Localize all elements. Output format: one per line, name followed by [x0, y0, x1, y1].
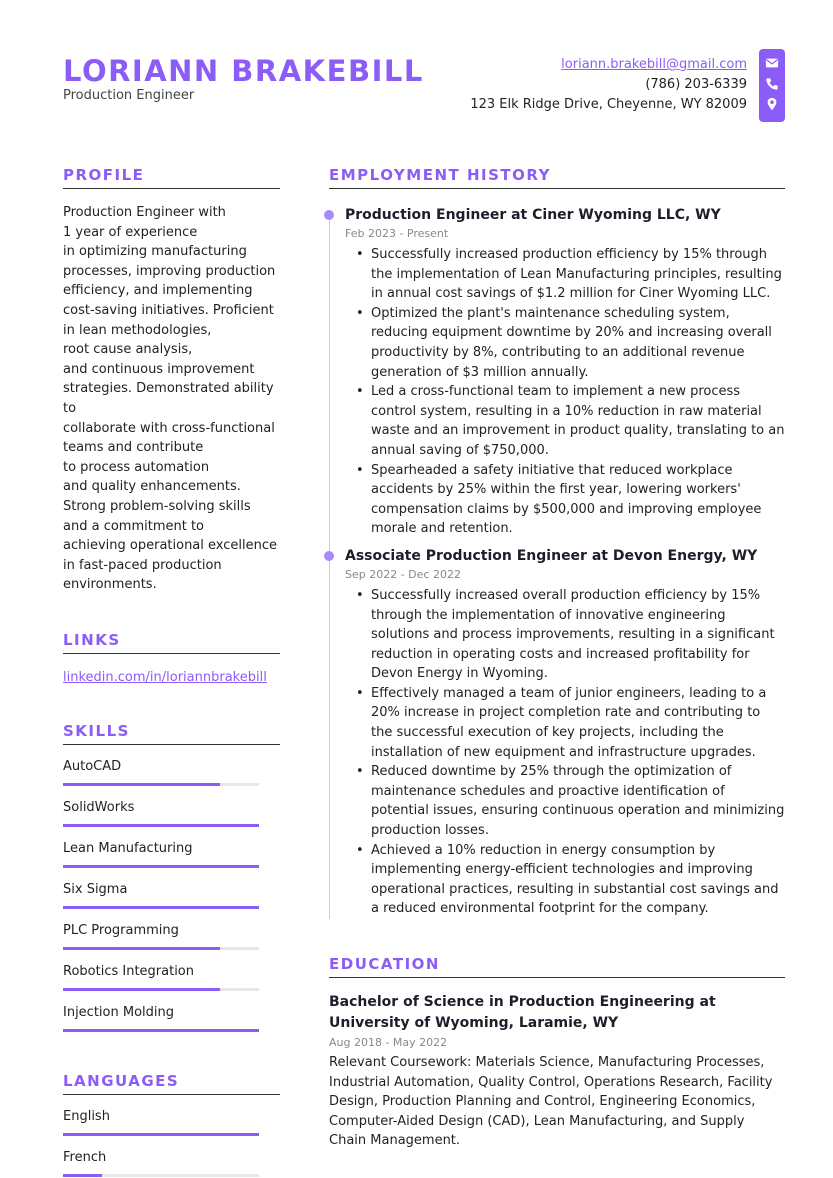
employment-list — [329, 205, 785, 919]
education-list — [329, 992, 785, 1151]
language-name: English — [63, 1108, 110, 1124]
skill-item — [63, 923, 280, 950]
profile-line: achieving operational excellence — [63, 538, 278, 554]
education-heading: EDUCATION — [329, 955, 785, 978]
level-bar-fill — [63, 1133, 259, 1136]
level-bar — [63, 1029, 259, 1032]
skill-item — [63, 882, 280, 909]
level-bar — [63, 988, 259, 991]
profile-line: in lean methodologies, — [63, 322, 212, 338]
level-bar — [63, 1133, 259, 1136]
candidate-title: Production Engineer — [63, 88, 195, 103]
education-dates: Aug 2018 - May 2022 — [329, 1036, 448, 1049]
skills-heading: SKILLS — [63, 722, 280, 745]
profile-line: collaborate with cross-functional — [63, 420, 275, 436]
job-bullet: • Optimized the plant's maintenance scheduling system, reducing equipment downtime by 20% and increasing overall productivity by 8%, contributing to an additional revenue generation of $3 million annually. — [345, 304, 785, 382]
location-pin-icon — [765, 97, 779, 111]
languages-heading: LANGUAGES — [63, 1072, 280, 1095]
profile-line: and quality enhancements. — [63, 479, 241, 495]
skill-name: Six Sigma — [63, 881, 128, 897]
level-bar-fill — [63, 1174, 102, 1177]
left-column — [63, 166, 280, 1177]
level-bar — [63, 865, 259, 868]
level-bar-fill — [63, 906, 259, 909]
profile-line: root cause analysis, — [63, 342, 193, 358]
envelope-icon — [765, 56, 779, 70]
education-entry — [329, 992, 785, 1151]
job-bullet: • Successfully increased production efficiency by 15% through the implementation of Lean Manufacturing principles, resulting in annual cost savings of $1.2 million for Ciner Wyoming LLC. — [345, 245, 785, 304]
job-bullet: • Led a cross-functional team to implement a new process control system, resulting in a 10% reduction in raw material waste and an improvement in product quality, translating to an annual saving of $750,000. — [345, 382, 785, 460]
profile-line: teams and contribute — [63, 440, 204, 456]
level-bar-fill — [63, 1029, 259, 1032]
job-bullets — [345, 245, 785, 539]
profile-line: and a commitment to — [63, 518, 205, 534]
level-bar — [63, 824, 259, 827]
profile-line: efficiency, and implementing — [63, 283, 253, 299]
phone-icon — [765, 77, 779, 91]
job-bullet: • Reduced downtime by 25% through the optimization of maintenance schedules and proactive identification of potential issues, ensuring continuous operation and minimizing production losses. — [345, 762, 785, 840]
profile-line: environments. — [63, 577, 157, 593]
profile-line: to process automation — [63, 459, 210, 475]
job-dates: Sep 2022 - Dec 2022 — [345, 567, 461, 581]
language-name: French — [63, 1149, 107, 1165]
skill-name: Lean Manufacturing — [63, 840, 193, 856]
email-link[interactable]: loriann.brakebill@gmail.com — [561, 57, 747, 72]
timeline-dot — [324, 551, 334, 561]
level-bar-fill — [63, 783, 220, 786]
job-bullet: • Achieved a 10% reduction in energy consumption by implementing energy-efficient technologies and improving operational practices, resulting in substantial cost savings and a reduced environmental footprint for the company. — [345, 841, 785, 919]
skill-item — [63, 759, 280, 786]
level-bar — [63, 947, 259, 950]
language-item — [63, 1150, 280, 1177]
linkedin-link[interactable]: linkedin.com/in/loriannbrakebill — [63, 669, 267, 685]
profile-heading: PROFILE — [63, 166, 280, 189]
skill-item — [63, 841, 280, 868]
education-title: Bachelor of Science in Production Engineering at University of Wyoming, Laramie, WY — [329, 994, 716, 1031]
profile-summary — [63, 203, 280, 595]
profile-line: strategies. Demonstrated ability to — [63, 381, 274, 416]
education-description: Relevant Coursework: Materials Science, Manufacturing Processes, Industrial Automation, Quality Control, Operations Research, Facility Design, Production Planning and Control, Engineering Economics, Computer-Aided Design (CAD), Lean Manufacturing, and Supply Chain Management. — [329, 1055, 773, 1149]
job-entry — [329, 205, 785, 539]
level-bar — [63, 906, 259, 909]
skill-name: PLC Programming — [63, 922, 179, 938]
job-entry — [329, 546, 785, 919]
profile-line: processes, improving production — [63, 263, 276, 279]
job-dates: Feb 2023 - Present — [345, 227, 449, 240]
profile-line: cost-saving initiatives. Proficient — [63, 302, 274, 318]
links-heading: LINKS — [63, 631, 280, 654]
level-bar-fill — [63, 988, 220, 991]
candidate-name: LORIANN BRAKEBILL — [63, 54, 424, 88]
language-item — [63, 1109, 280, 1136]
skill-item — [63, 800, 280, 827]
contact-icon-bar — [759, 49, 785, 122]
skill-item — [63, 1005, 280, 1032]
profile-line: in optimizing manufacturing — [63, 244, 247, 260]
job-bullet: • Effectively managed a team of junior engineers, leading to a 20% increase in project completion rate and contributing to the successful execution of key projects, including the installation of new equipment and infrastructure upgrades. — [345, 684, 785, 762]
skill-name: AutoCAD — [63, 758, 122, 774]
profile-line: 1 year of experience — [63, 224, 198, 240]
profile-line: Strong problem-solving skills — [63, 498, 251, 514]
skills-list — [63, 759, 280, 1032]
skill-name: Robotics Integration — [63, 963, 195, 979]
address: 123 Elk Ridge Drive, Cheyenne, WY 82009 — [470, 97, 747, 112]
skill-name: SolidWorks — [63, 799, 135, 815]
skill-name: Injection Molding — [63, 1004, 175, 1020]
job-title: Associate Production Engineer at Devon Energy, WY — [345, 547, 758, 564]
level-bar-fill — [63, 947, 220, 950]
phone-number: (786) 203-6339 — [645, 77, 747, 92]
languages-list — [63, 1109, 280, 1177]
employment-heading: EMPLOYMENT HISTORY — [329, 166, 785, 189]
level-bar-fill — [63, 865, 259, 868]
contact-info — [470, 55, 747, 115]
level-bar-fill — [63, 824, 259, 827]
profile-line: and continuous improvement — [63, 361, 255, 377]
job-title: Production Engineer at Ciner Wyoming LLC, WY — [345, 207, 721, 223]
job-bullet: • Spearheaded a safety initiative that reduced workplace accidents by 25% within the first year, lowering workers' compensation claims by $500,000 and improving employee morale and retention. — [345, 461, 785, 539]
job-bullet: • Successfully increased overall production efficiency by 15% through the implementation of innovative engineering solutions and process improvements, resulting in a significant reduction in operating costs and increased profitability for Devon Energy in Wyoming. — [345, 586, 785, 684]
level-bar — [63, 783, 259, 786]
level-bar — [63, 1174, 259, 1177]
right-column — [329, 166, 785, 1151]
job-bullets — [345, 586, 785, 919]
skill-item — [63, 964, 280, 991]
profile-line: Production Engineer with — [63, 205, 226, 220]
profile-line: in fast-paced production — [63, 557, 222, 573]
timeline-dot — [324, 210, 334, 220]
